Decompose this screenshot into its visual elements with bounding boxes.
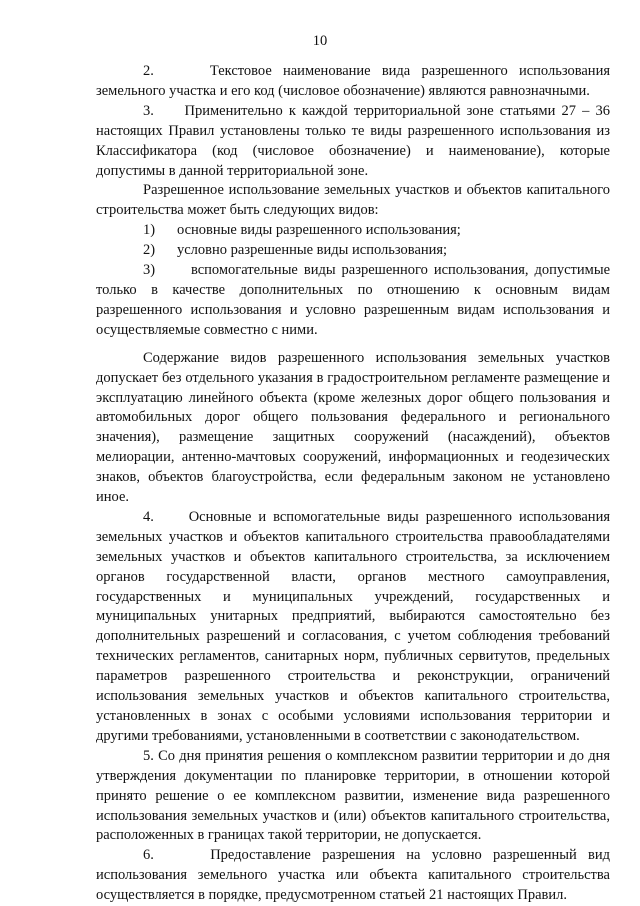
paragraph-permitted-use-types: Разрешенное использование земельных участков и объектов капитального строительства может быть следующих видов: [96, 182, 610, 219]
list-item-text: основные виды разрешенного использования; [177, 222, 461, 239]
paragraph-linear-objects: Содержание видов разрешенного использования земельных участков допускает без отдельного указания в градостроительном регламенте размещение и эксплуатацию линейного объекта (кроме железных дорог общего пользования и автомобильных дорог общего пользования федерального и регионального значения), размещение защитных сооружений (насаждений), объектов мелиорации, антенно-мачтовых сооружений, информационных и геодезических знаков, объектов благоустройства, если федеральным законом не установлено иное. [96, 349, 610, 506]
list-item-1 [96, 221, 610, 241]
list-marker: 1) [143, 222, 156, 239]
page-number: 10 [312, 33, 328, 49]
paragraph-3: 3. Применительно к каждой территориальной зоне статьями 27 – 36 настоящих Правил установлены только те виды разрешенного использования из Классификатора (код (числовое обозначение) и наименование), которые допустимы в данной территориальной зоне. [96, 102, 610, 179]
paragraph-4: 4. Основные и вспомогательные виды разрешенного использования земельных участков и объектов капитального строительства правообладателями земельных участков и объектов капитального строительства, за исключением органов государственной власти, органов местного самоуправления, государственных и муниципальных учреждений, государственных и муниципальных унитарных предприятий, выбираются самостоятельно без дополнительных разрешений и согласования, с учетом соблюдения требований технических регламентов, санитарных норм, публичных сервитутов, предельных параметров разрешенного строительства и реконструкции, ограничений использования земельных участков и объектов капитального строительства, установленных в зонах с особыми условиями использования территории и другими требованиями, установленными в соответствии с законодательством. [96, 508, 610, 744]
list-item-3: 3) вспомогательные виды разрешенного использования, допустимые только в качестве дополнительных по отношению к основным видам разрешенного использования и условно разрешенным видам использования и осуществляемые совместно с ними. [96, 262, 610, 338]
paragraph-2: 2. Текстовое наименование вида разрешенного использования земельного участка и его код (числовое обозначение) являются равнозначными. [96, 63, 610, 99]
paragraph-6: 6. Предоставление разрешения на условно разрешенный вид использования земельного участка или объекта капитального строительства осуществляется в порядке, предусмотренном статьей 21 настоящих Правил. [96, 847, 610, 904]
document-body [96, 62, 610, 906]
list-item-text: условно разрешенные виды использования; [177, 242, 448, 259]
list-marker: 2) [143, 242, 156, 259]
list-item-2 [96, 241, 610, 261]
paragraph-5: 5. Со дня принятия решения о комплексном развитии территории и до дня утверждения документации по планировке территории, в отношении которой принято решение о ее комплексном развитии, изменение вида разрешенного использования земельных участков и (или) объектов капитального строительства, расположенных в границах такой территории, не допускается. [96, 747, 610, 844]
